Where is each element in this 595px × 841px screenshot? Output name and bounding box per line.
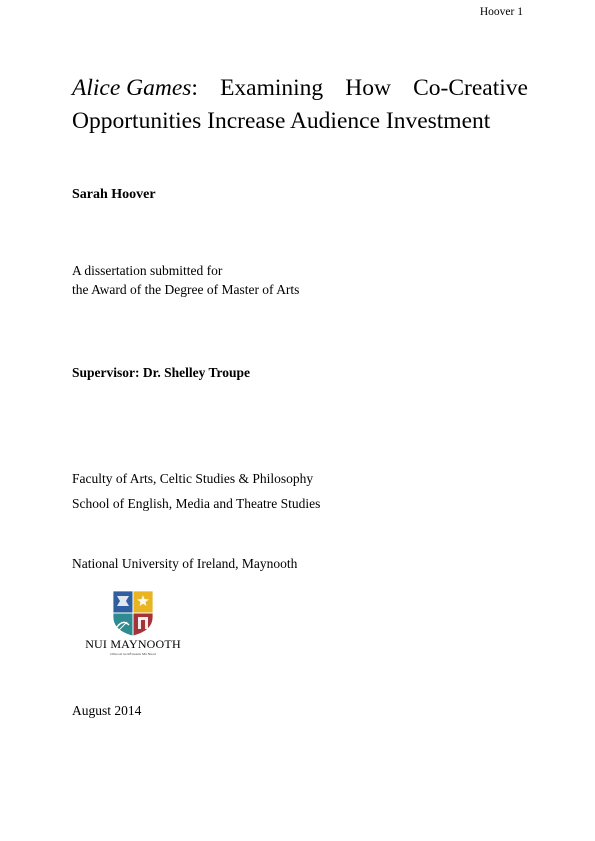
title-line-2: Opportunities Increase Audience Investment	[72, 108, 491, 134]
faculty-line: Faculty of Arts, Celtic Studies & Philosophy	[72, 471, 314, 486]
faculty-block	[72, 466, 320, 516]
crest-quarter-bottom-right	[133, 613, 153, 637]
university-logo	[80, 589, 186, 661]
title-italic-part: Alice Games	[72, 75, 192, 101]
crest-quarter-bottom-left	[113, 613, 133, 637]
logo-motto: Ollscoil na hÉireann Má Nuad	[110, 652, 156, 656]
logo-wordmark: NUI MAYNOOTH	[85, 637, 181, 651]
submission-date: August 2014	[72, 703, 142, 718]
title-colon: :	[191, 75, 198, 101]
supervisor-line: Supervisor: Dr. Shelley Troupe	[72, 365, 251, 380]
title-lead	[72, 72, 198, 105]
page-header-number: Hoover 1	[479, 6, 523, 18]
school-line: School of English, Media and Theatre Studies	[72, 496, 321, 511]
shield-crest-icon	[80, 589, 186, 637]
author-name: Sarah Hoover	[72, 187, 156, 202]
submission-line-1: A dissertation submitted for	[72, 263, 223, 278]
title-line-1	[72, 72, 528, 105]
dissertation-title	[72, 72, 528, 138]
submission-line-2: the Award of the Degree of Master of Arts	[72, 282, 300, 297]
title-word-examining: Examining	[220, 75, 324, 101]
title-word-how: How	[345, 75, 391, 101]
university-name: National University of Ireland, Maynooth	[72, 556, 298, 571]
title-word-cocreative: Co-Creative	[413, 75, 528, 101]
submission-statement	[72, 261, 299, 299]
